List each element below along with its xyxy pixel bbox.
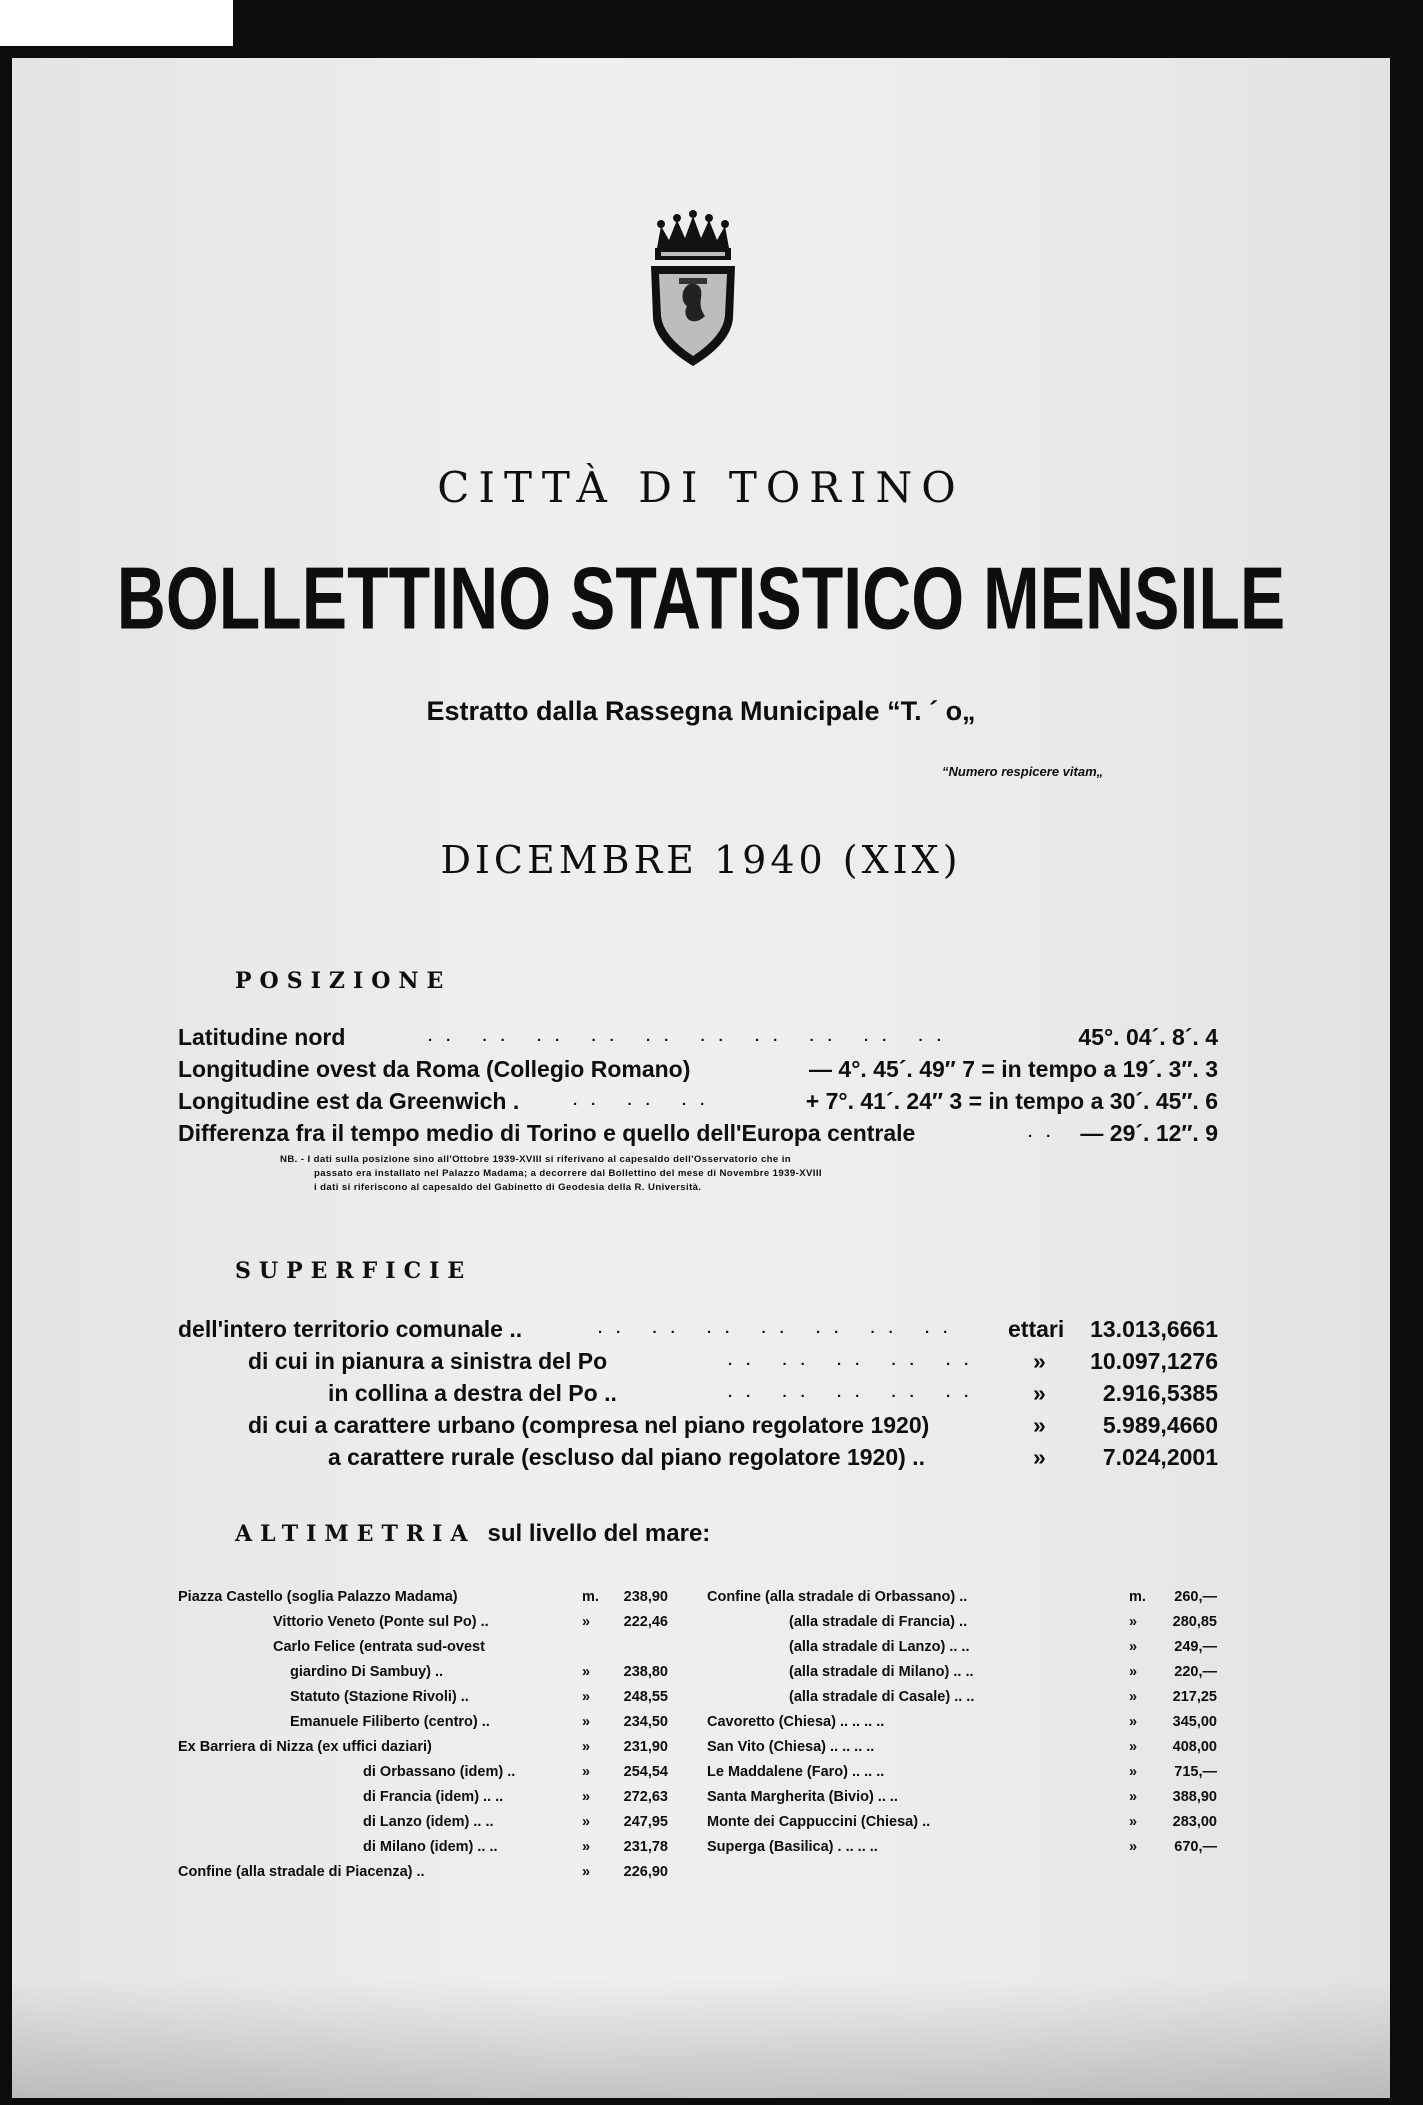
altimetry-value: 283,00 (1172, 1814, 1217, 1830)
position-row: Latitudine nord .. .. .. .. .. .. .. .. .. .. 45°. 04´. 8´. 4 (178, 1024, 1218, 1050)
altimetry-location: Le Maddalene (Faro) .. .. .. (707, 1764, 885, 1780)
altimetry-location: Vittorio Veneto (Ponte sul Po) .. (273, 1614, 489, 1630)
altimetry-location: Confine (alla stradale di Orbassano) .. (707, 1589, 968, 1605)
position-row: Longitudine est da Greenwich . .. .. .. + 7°. 41´. 24″ 3 = in tempo a 30´. 45″. 6 (178, 1088, 1218, 1114)
altimetry-location: Superga (Basilica) . .. .. .. (707, 1839, 878, 1855)
area-row: in collina a destra del Po .. .. .. .. .. .. » 2.916,5385 (328, 1380, 1218, 1406)
altimetry-row (178, 1859, 668, 1885)
altimetry-row (178, 1684, 668, 1710)
altimetry-unit: » (582, 1789, 591, 1805)
altimetry-location: Santa Margherita (Bivio) .. .. (707, 1789, 898, 1805)
altimetry-location: di Orbassano (idem) .. (363, 1764, 516, 1780)
motto-note: “Numero respicere vitam„ (942, 764, 1104, 779)
altimetry-location: (alla stradale di Lanzo) .. .. (789, 1639, 970, 1655)
city-name: CITTÀ DI TORINO (437, 463, 965, 512)
altimetry-location: San Vito (Chiesa) .. .. .. .. (707, 1739, 875, 1755)
altimetry-location: Emanuele Filiberto (centro) .. (290, 1714, 490, 1730)
altimetry-value: 272,63 (623, 1789, 668, 1805)
altimetry-value: 715,— (1174, 1764, 1217, 1780)
altimetry-row (178, 1734, 668, 1760)
altimetry-value: 247,95 (623, 1814, 668, 1830)
document-page (12, 58, 1390, 2098)
altimetry-unit: » (582, 1664, 591, 1680)
superficie-heading: SUPERFICIE (235, 1258, 473, 1284)
altimetry-row (707, 1584, 1217, 1610)
altimetry-unit: » (1129, 1639, 1138, 1655)
altimetry-value: 238,80 (623, 1664, 668, 1680)
altimetry-value: 249,— (1174, 1639, 1217, 1655)
altimetry-row (178, 1634, 668, 1660)
altimetry-location: Ex Barriera di Nizza (ex uffici daziari) (178, 1739, 432, 1755)
altimetry-value: 226,90 (623, 1864, 668, 1880)
altimetry-unit: » (582, 1839, 591, 1855)
altimetry-unit: » (582, 1764, 591, 1780)
altimetry-unit: m. (582, 1589, 599, 1605)
altimetry-row (707, 1759, 1217, 1785)
issue-date: DICEMBRE 1940 (XIX) (440, 838, 962, 882)
altimetry-location: Monte dei Cappuccini (Chiesa) .. (707, 1814, 931, 1830)
altimetry-location: Statuto (Stazione Rivoli) .. (290, 1689, 469, 1705)
city-crest-icon (643, 208, 743, 368)
altimetry-row (178, 1709, 668, 1735)
altimetry-unit: » (582, 1614, 591, 1630)
altimetry-value: 345,00 (1172, 1714, 1217, 1730)
altimetry-unit: » (1129, 1764, 1138, 1780)
altimetry-row (707, 1709, 1217, 1735)
altimetry-value: 220,— (1174, 1664, 1217, 1680)
altimetry-row (178, 1784, 668, 1810)
altimetry-unit: m. (1129, 1589, 1146, 1605)
altimetry-unit: » (582, 1739, 591, 1755)
altimetry-value: 280,85 (1172, 1614, 1217, 1630)
altimetry-row (178, 1584, 668, 1610)
altimetry-unit: » (1129, 1714, 1138, 1730)
altimetry-unit: » (1129, 1689, 1138, 1705)
altimetry-value: 222,46 (623, 1614, 668, 1630)
altimetry-row (178, 1834, 668, 1860)
altimetry-location: di Francia (idem) .. .. (363, 1789, 504, 1805)
altimetry-location: Cavoretto (Chiesa) .. .. .. .. (707, 1714, 885, 1730)
altimetry-value: 254,54 (623, 1764, 668, 1780)
bulletin-title: BOLLETTINO STATISTICO MENSILE (116, 549, 1286, 649)
altimetry-row (707, 1634, 1217, 1660)
area-row: a carattere rurale (escluso dal piano regolatore 1920) .. » 7.024,2001 (328, 1444, 1218, 1470)
position-note: NB. - I dati sulla posizione sino all'Ottobre 1939-XVIII si riferivano al capesaldo dell'Osservatorio che in passato era installato nel Palazzo Madama; a decorrere dal Bollettino del mese di Novembre 1939-XVIII i dati si riferiscono al capesaldo del Gabinetto di Geodesia della R. Università. (280, 1154, 822, 1193)
altimetry-row (707, 1734, 1217, 1760)
altimetry-location: Carlo Felice (entrata sud-ovest (273, 1639, 485, 1655)
posizione-heading: POSIZIONE (235, 968, 452, 994)
altimetry-row (707, 1809, 1217, 1835)
altimetry-unit: » (582, 1864, 591, 1880)
altimetry-unit: » (582, 1814, 591, 1830)
extract-line: Estratto dalla Rassegna Municipale “T. ´ o„ (426, 696, 976, 726)
altimetry-unit: » (1129, 1839, 1138, 1855)
altimetry-location: di Lanzo (idem) .. .. (363, 1814, 494, 1830)
altimetry-value: 260,— (1174, 1589, 1217, 1605)
altimetry-unit: » (582, 1689, 591, 1705)
altimetry-value: 234,50 (623, 1714, 668, 1730)
area-row: di cui in pianura a sinistra del Po .. .. .. .. .. » 10.097,1276 (248, 1348, 1218, 1374)
altimetry-location: (alla stradale di Milano) .. .. (789, 1664, 974, 1680)
area-row: dell'intero territorio comunale .. .. .. .. .. .. .. .. ettari 13.013,6661 (178, 1316, 1218, 1342)
altimetry-row (707, 1684, 1217, 1710)
altimetry-unit: » (1129, 1739, 1138, 1755)
altimetry-value: 248,55 (623, 1689, 668, 1705)
scan-corner (0, 0, 233, 46)
altimetry-value: 408,00 (1172, 1739, 1217, 1755)
altimetry-row (178, 1609, 668, 1635)
area-row: di cui a carattere urbano (compresa nel piano regolatore 1920) » 5.989,4660 (248, 1412, 1218, 1438)
altimetry-unit: » (1129, 1664, 1138, 1680)
altimetry-location: Piazza Castello (soglia Palazzo Madama) (178, 1589, 458, 1605)
altimetry-location: Confine (alla stradale di Piacenza) .. (178, 1864, 425, 1880)
altimetry-row (178, 1659, 668, 1685)
altimetry-value: 388,90 (1172, 1789, 1217, 1805)
altimetry-row (707, 1609, 1217, 1635)
position-row: Longitudine ovest da Roma (Collegio Romano) — 4°. 45´. 49″ 7 = in tempo a 19´. 3″. 3 (178, 1056, 1218, 1082)
altimetry-location: di Milano (idem) .. .. (363, 1839, 498, 1855)
altimetry-unit: » (1129, 1814, 1138, 1830)
altimetry-value: 670,— (1174, 1839, 1217, 1855)
altimetry-unit: » (1129, 1614, 1138, 1630)
scan-shadow (12, 1978, 1390, 2098)
altimetry-value: 217,25 (1172, 1689, 1217, 1705)
altimetry-location: (alla stradale di Casale) .. .. (789, 1689, 975, 1705)
altimetry-unit: » (582, 1714, 591, 1730)
altimetry-row (178, 1759, 668, 1785)
altimetry-row (707, 1659, 1217, 1685)
altimetria-heading: ALTIMETRIA sul livello del mare: (235, 1520, 711, 1547)
altimetry-value: 238,90 (623, 1589, 668, 1605)
altimetry-row (707, 1784, 1217, 1810)
altimetry-location: (alla stradale di Francia) .. (789, 1614, 968, 1630)
altimetry-row (178, 1809, 668, 1835)
altimetry-row (707, 1834, 1217, 1860)
altimetry-value: 231,90 (623, 1739, 668, 1755)
altimetry-unit: » (1129, 1789, 1138, 1805)
altimetry-value: 231,78 (623, 1839, 668, 1855)
position-row: Differenza fra il tempo medio di Torino e quello dell'Europa centrale .. — 29´. 12″. 9 (178, 1120, 1218, 1146)
altimetry-location: giardino Di Sambuy) .. (290, 1664, 444, 1680)
